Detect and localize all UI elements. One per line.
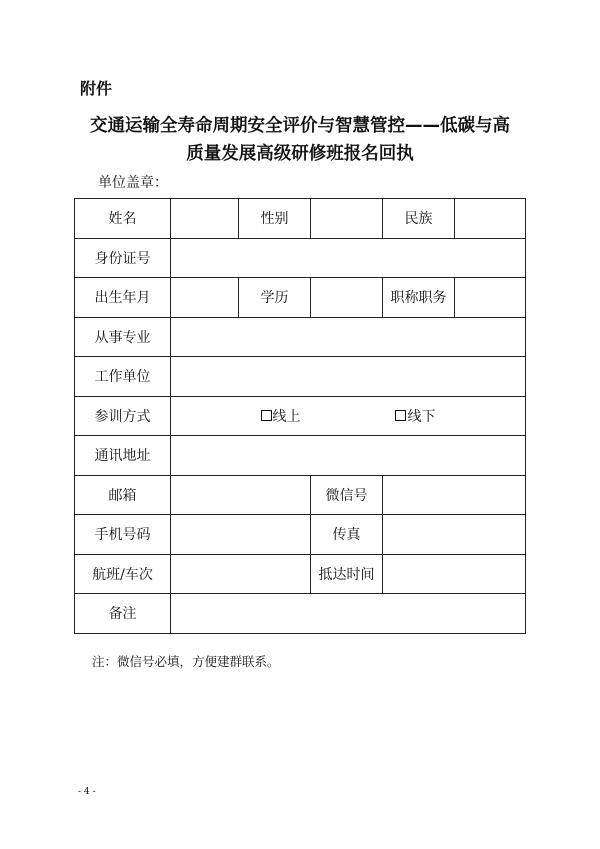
form-row-birth [75, 278, 526, 318]
form-row-email [75, 475, 526, 515]
id-number-label: 身份证号 [75, 238, 171, 278]
fax-label: 传真 [311, 515, 383, 555]
education-field[interactable] [311, 278, 383, 318]
mobile-field[interactable] [171, 515, 311, 555]
address-field[interactable] [171, 436, 526, 476]
offline-label: 线下 [407, 408, 436, 425]
gender-label: 性别 [239, 199, 311, 239]
ethnicity-label: 民族 [383, 199, 455, 239]
gender-field[interactable] [311, 199, 383, 239]
wechat-field[interactable] [383, 475, 526, 515]
fax-field[interactable] [383, 515, 526, 555]
online-option[interactable] [261, 406, 301, 426]
profession-label: 从事专业 [75, 317, 171, 357]
form-row-mobile [75, 515, 526, 555]
flight-train-field[interactable] [171, 554, 311, 594]
id-number-field[interactable] [171, 238, 526, 278]
registration-form-table [74, 198, 526, 634]
form-row-address [75, 436, 526, 476]
form-row-profession [75, 317, 526, 357]
online-label: 线上 [272, 408, 301, 425]
online-checkbox[interactable] [261, 410, 272, 421]
ethnicity-field[interactable] [455, 199, 526, 239]
form-row-training-mode [75, 396, 526, 436]
arrival-time-field[interactable] [383, 554, 526, 594]
email-label: 邮箱 [75, 475, 171, 515]
training-mode-label: 参训方式 [75, 396, 171, 436]
birth-date-field[interactable] [171, 278, 239, 318]
offline-option[interactable] [395, 406, 435, 426]
mobile-label: 手机号码 [75, 515, 171, 555]
footnote: 注：微信号必填，方便建群联系。 [92, 654, 280, 669]
form-row-name [75, 199, 526, 239]
unit-stamp-label: 单位盖章： [98, 175, 168, 191]
form-row-employer [75, 357, 526, 397]
arrival-time-label: 抵达时间 [311, 554, 383, 594]
employer-label: 工作单位 [75, 357, 171, 397]
birth-date-label: 出生年月 [75, 278, 171, 318]
address-label: 通讯地址 [75, 436, 171, 476]
form-row-travel [75, 554, 526, 594]
page-number: - 4 - [78, 787, 96, 797]
title-position-field[interactable] [455, 278, 526, 318]
title-line-1: 交通运输全寿命周期安全评价与智慧管控——低碳与高 [90, 116, 510, 136]
wechat-label: 微信号 [311, 475, 383, 515]
education-label: 学历 [239, 278, 311, 318]
flight-train-label: 航班/车次 [75, 554, 171, 594]
profession-field[interactable] [171, 317, 526, 357]
name-field[interactable] [171, 199, 239, 239]
title-position-label: 职称职务 [383, 278, 455, 318]
training-mode-options [171, 396, 526, 436]
offline-checkbox[interactable] [395, 410, 406, 421]
form-row-id [75, 238, 526, 278]
name-label: 姓名 [75, 199, 171, 239]
title-line-2: 质量发展高级研修班报名回执 [186, 144, 414, 164]
employer-field[interactable] [171, 357, 526, 397]
form-row-remarks [75, 594, 526, 634]
remarks-field[interactable] [171, 594, 526, 634]
remarks-label: 备注 [75, 594, 171, 634]
email-field[interactable] [171, 475, 311, 515]
attachment-label: 附件 [80, 79, 113, 98]
